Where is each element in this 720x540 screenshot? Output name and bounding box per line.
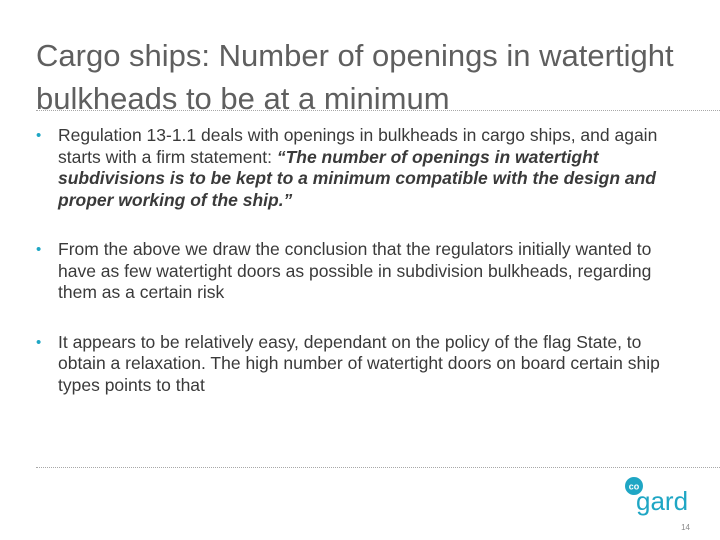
bullet-text: It appears to be relatively easy, dependant on the policy of the flag State, to obtain a relaxation. The high number of watertight doors on board certain ship types points to that (58, 331, 660, 395)
footer-divider (36, 467, 720, 468)
page-number: 14 (681, 523, 690, 532)
gard-logo (622, 476, 712, 516)
bullet-item-3 (36, 332, 676, 397)
title-divider (36, 110, 720, 111)
bullet-quote: “The number of openings in watertight subdivisions is to be kept to a minimum compatible with the design and proper working of the ship.” (58, 146, 656, 210)
slide-title: Cargo ships: Number of openings in watertight bulkheads to be at a minimum (36, 38, 674, 116)
bullet-item-2 (36, 239, 676, 304)
bullet-text: Regulation 13-1.1 deals with openings in bulkheads in cargo ships, and again starts with a firm statement: (58, 125, 658, 167)
gard-logo-mark (622, 476, 712, 516)
logo-badge-text: co (628, 481, 640, 492)
bullet-marker: • (36, 241, 42, 258)
bullet-marker: • (36, 127, 42, 144)
bullet-text: From the above we draw the conclusion that the regulators initially wanted to have as few watertight doors as possible in subdivision bulkheads, regarding them as a certain risk (58, 239, 652, 302)
bullet-item-1 (36, 125, 676, 211)
bullet-list (36, 125, 676, 424)
logo-wordmark: gard (636, 486, 689, 516)
bullet-marker: • (36, 333, 42, 351)
